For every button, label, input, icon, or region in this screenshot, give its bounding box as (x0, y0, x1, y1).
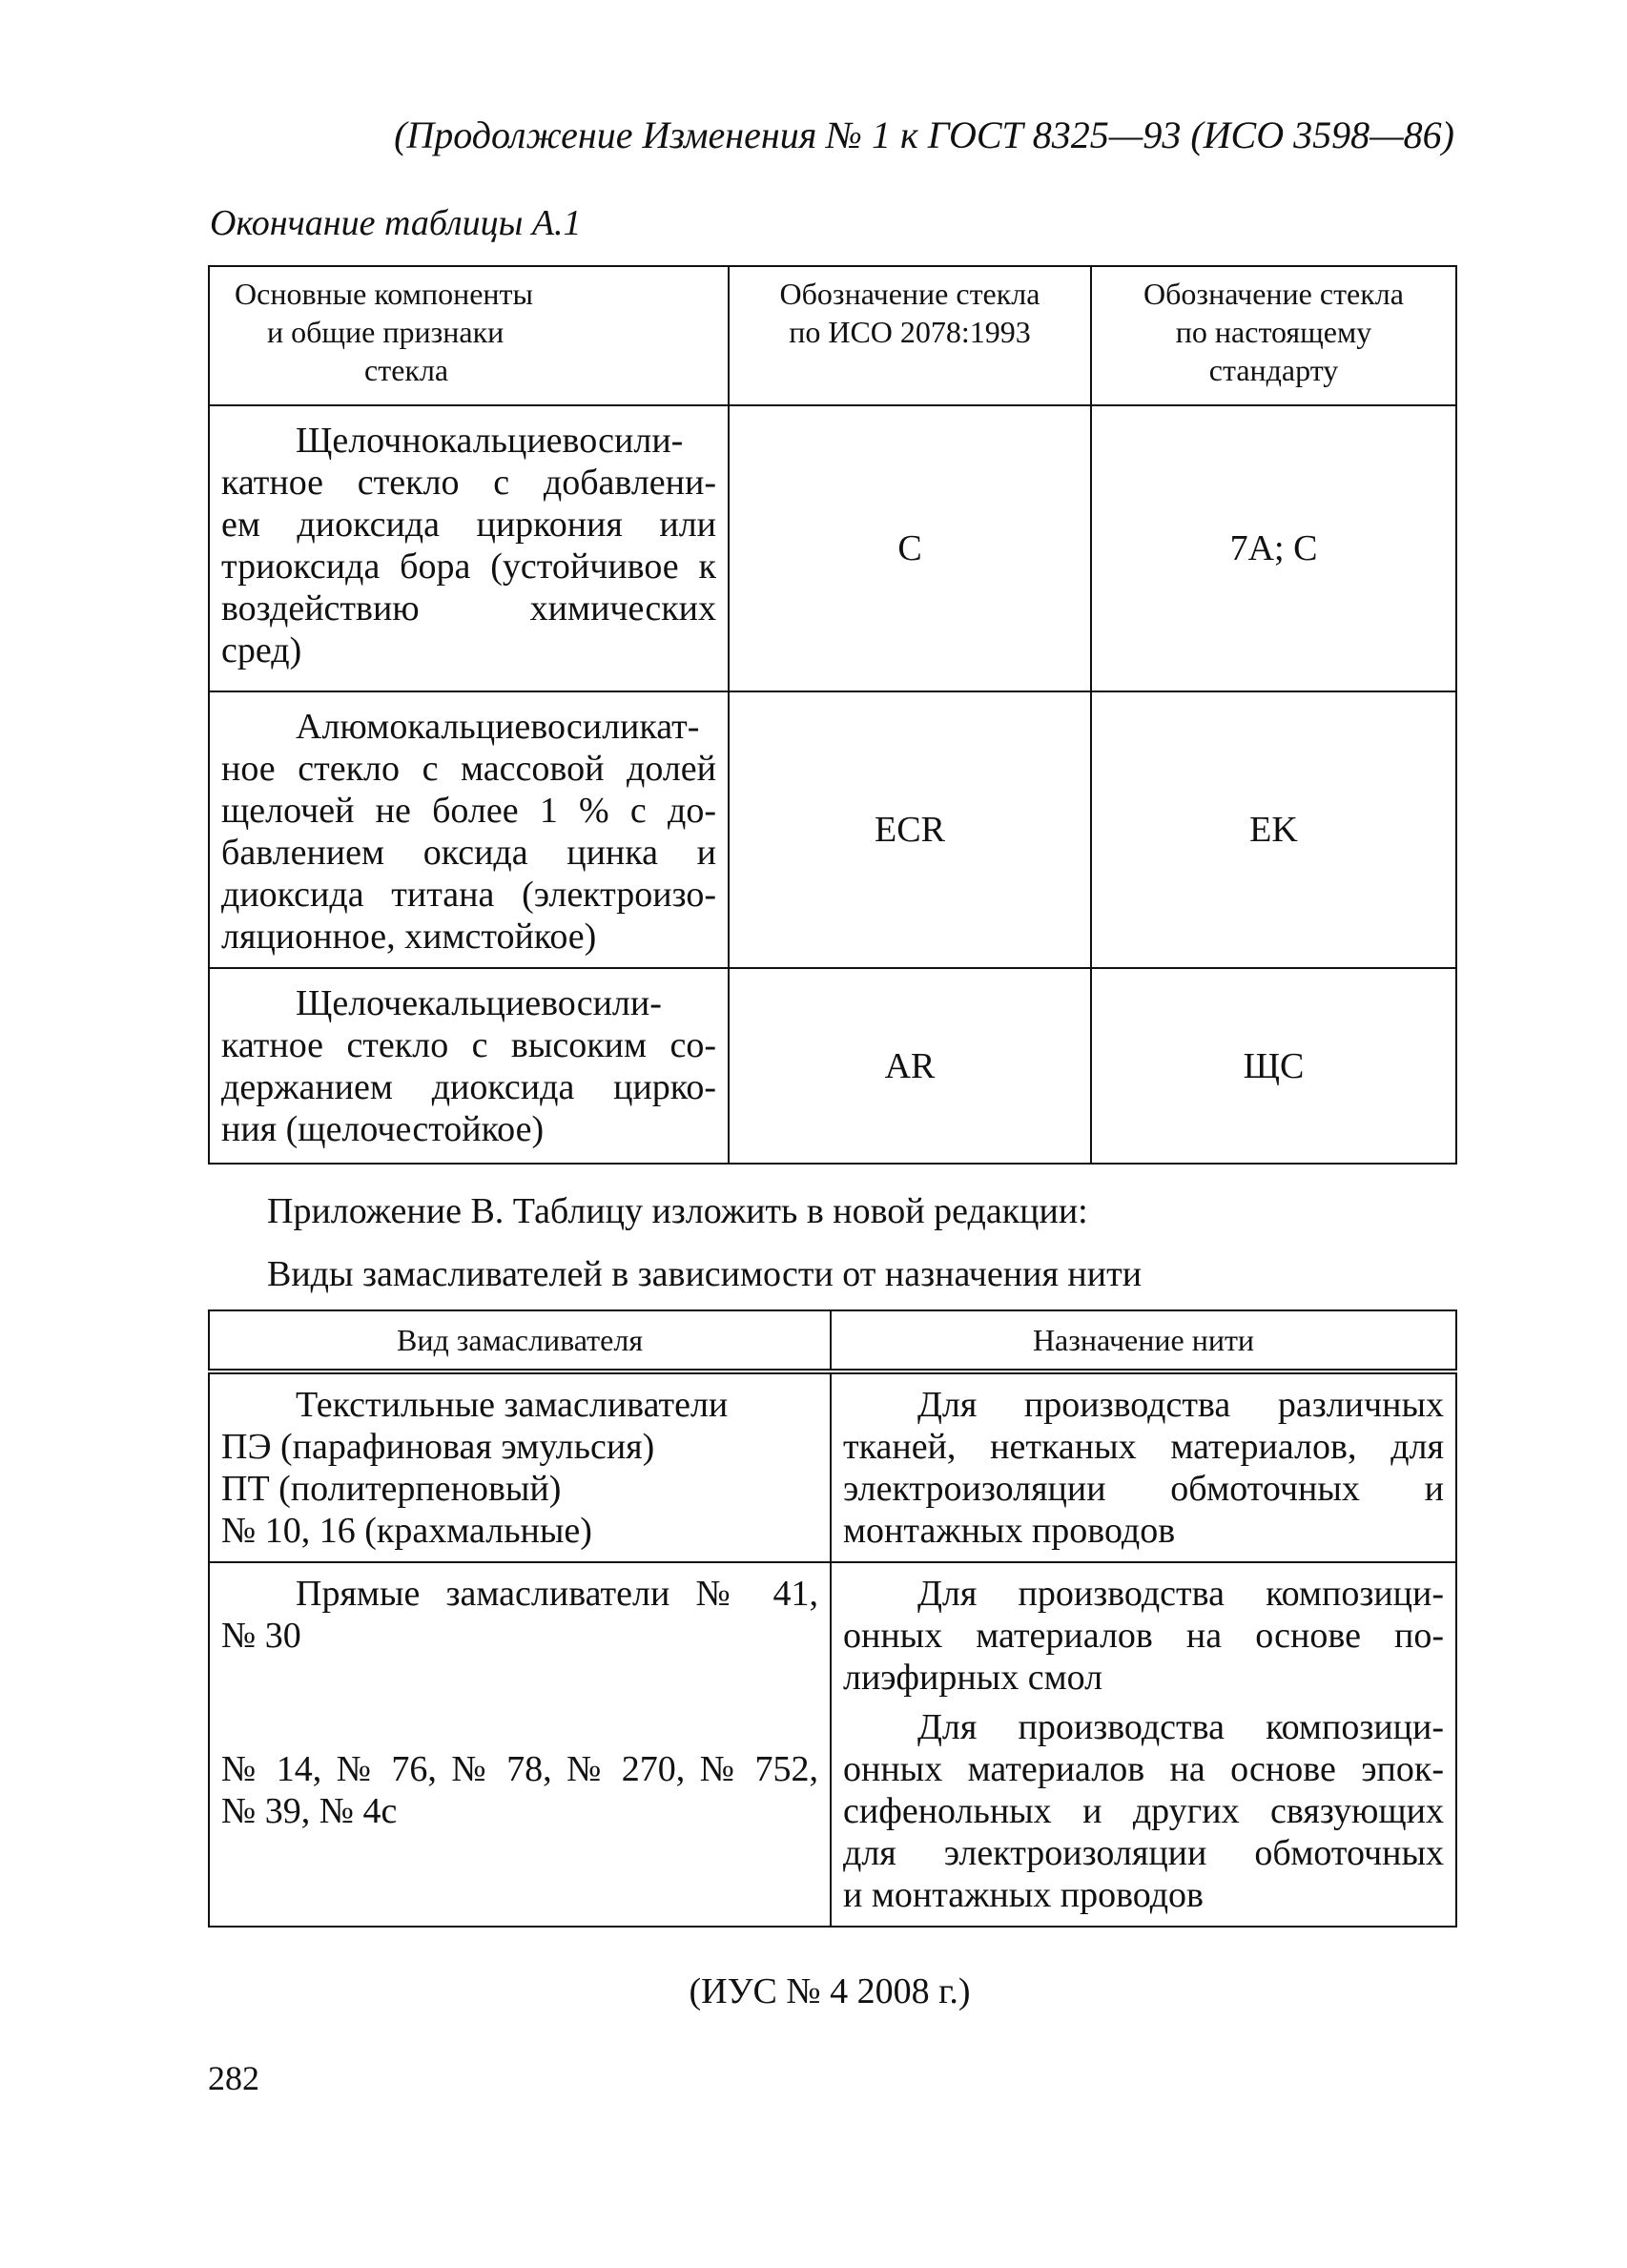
text-line: Текстильные замасливатели (296, 1385, 729, 1425)
header-iso (729, 266, 1091, 405)
text-line: ния (щелочестойкое) (221, 1109, 545, 1149)
text-line: катное стекло с добавлени- (221, 463, 716, 503)
table-row (209, 968, 1456, 1164)
standard-cell: ЩС (1091, 968, 1456, 1164)
text-line: держанием диоксида цирко- (221, 1067, 716, 1107)
iso-cell: AR (729, 968, 1091, 1164)
header-line: по ИСО 2078:1993 (789, 315, 1031, 349)
text-line: Для производства композици- (917, 1707, 1444, 1747)
text-line: электроизоляции обмоточных и (843, 1469, 1444, 1509)
components-cell (209, 691, 729, 968)
standard-cell: EK (1091, 691, 1456, 968)
text-line: лиэфирных смол (843, 1658, 1103, 1698)
table-row (209, 1562, 1456, 1927)
table-row (209, 691, 1456, 968)
text-line: онных материалов на основе по- (843, 1616, 1444, 1656)
sizing-types-table (208, 1309, 1457, 1928)
purpose-cell (831, 1371, 1456, 1562)
text-line: ем диоксида циркония или (221, 505, 716, 545)
table-row (209, 1371, 1456, 1562)
text-line: Для производства различных (917, 1385, 1444, 1425)
text-line: для электроизоляции обмоточных (843, 1833, 1444, 1873)
header-components (209, 266, 729, 405)
text-line: сред) (221, 630, 302, 670)
text-line: бавлением оксида цинка и (221, 833, 716, 873)
header-line: стандарту (1208, 353, 1339, 387)
text-line: ное стекло с массовой долей (221, 749, 716, 789)
text-line: ПТ (политерпеновый) (221, 1469, 562, 1509)
text-line: сифенольных и других связующих (843, 1791, 1444, 1831)
standard-cell: 7A; C (1091, 405, 1456, 691)
text-line: воздействию химических (221, 588, 716, 629)
text-line: Щелочекальциевосили- (296, 983, 662, 1023)
text-line: и монтажных проводов (843, 1875, 1204, 1915)
page-number: 282 (208, 2059, 259, 2097)
running-header: (Продолжение Изменения № 1 к ГОСТ 8325—93 (ИСО 3598—86) (394, 113, 1454, 156)
text-line: Для производства композици- (917, 1574, 1444, 1614)
text-line: триоксида бора (устойчивое к (221, 546, 716, 587)
table-row (209, 405, 1456, 691)
table-header-row (209, 266, 1456, 405)
text-line: онных материалов на основе эпок- (843, 1749, 1444, 1789)
appendix-instruction: Приложение В. Таблицу изложить в новой редакции: (267, 1191, 1088, 1231)
components-cell (209, 968, 729, 1164)
ius-reference: (ИУС № 4 2008 г.) (689, 1971, 971, 2011)
text-line: № 39, № 4с (221, 1791, 398, 1831)
text-line: щелочей не более 1 % с до- (221, 791, 716, 831)
header-line: стекла (364, 353, 449, 387)
table-caption: Окончание таблицы А.1 (210, 203, 582, 243)
table-header-row (209, 1310, 1456, 1371)
components-cell (209, 405, 729, 691)
text-line: № 10, 16 (крахмальные) (221, 1511, 592, 1551)
text-line: № 14, № 76, № 78, № 270, № 752, (221, 1749, 818, 1789)
sizing-cell (209, 1371, 831, 1562)
header-line: Обозначение стекла (779, 277, 1040, 311)
text-line: диоксида титана (электроизо- (221, 875, 716, 915)
text-line: Прямые замасливатели № 41, (296, 1574, 818, 1614)
text-line: катное стекло с высоким со- (221, 1025, 716, 1065)
text-line: № 30 (221, 1616, 301, 1656)
header-line: Основные компоненты (235, 277, 533, 311)
glass-designation-table (208, 265, 1457, 1165)
text-line: ПЭ (парафиновая эмульсия) (221, 1427, 655, 1467)
table-title: Виды замасливателей в зависимости от назначения нити (267, 1254, 1143, 1294)
iso-cell: C (729, 405, 1091, 691)
text-line: ляционное, химстойкое) (221, 917, 597, 957)
text-line: Щелочнокальциевосили- (296, 421, 684, 461)
text-line: монтажных проводов (843, 1511, 1176, 1551)
header-standard (1091, 266, 1456, 405)
text-line: Алюмокальциевосиликат- (296, 707, 700, 747)
text-line: тканей, нетканых материалов, для (843, 1427, 1444, 1467)
header-thread-purpose: Назначение нити (831, 1310, 1456, 1371)
header-line: Обозначение стекла (1143, 277, 1404, 311)
header-sizing-type: Вид замасливателя (209, 1310, 831, 1371)
sizing-cell (209, 1562, 831, 1927)
iso-cell: ECR (729, 691, 1091, 968)
purpose-cell (831, 1562, 1456, 1927)
header-line: и общие признаки (267, 315, 505, 349)
header-line: по настоящему (1175, 315, 1372, 349)
